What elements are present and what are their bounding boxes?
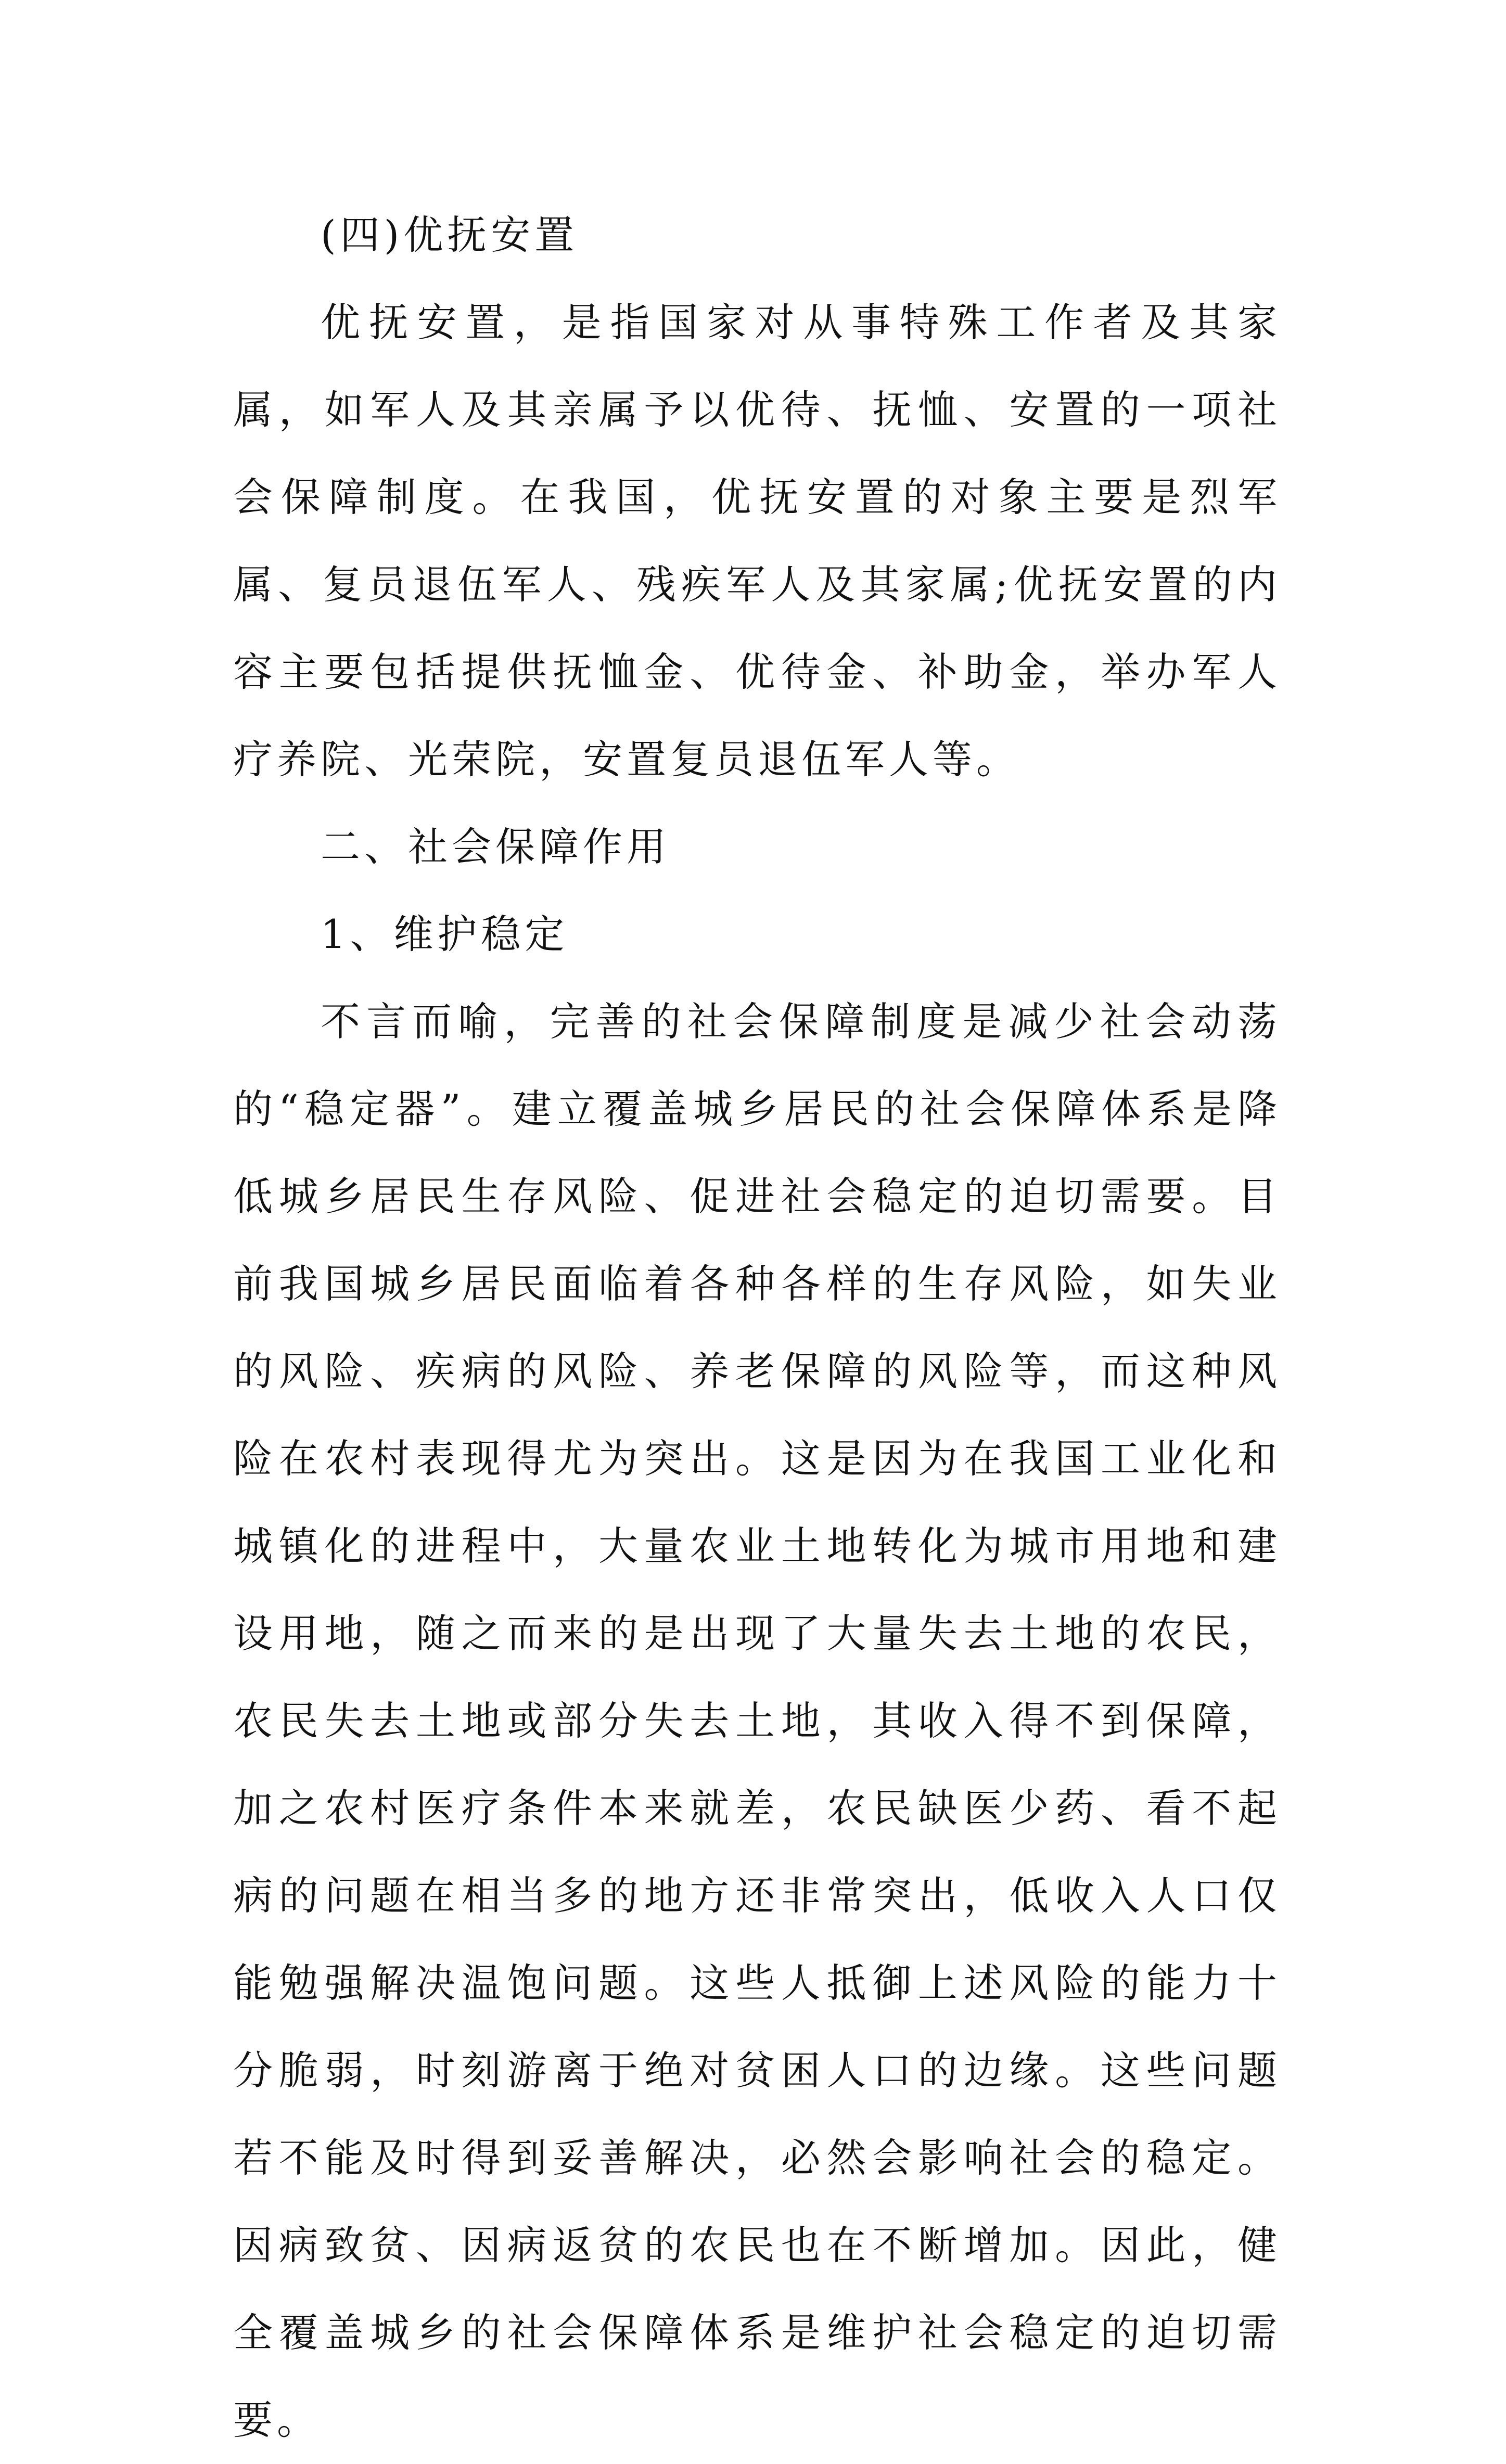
subsection-one-heading: 1、维护稳定 [321,911,569,957]
section-four-paragraph: 优抚安置，是指国家对从事特殊工作者及其家属，如军人及其亲属予以优待、抚恤、安置的一项社会保障制度。在我国，优抚安置的对象主要是烈军属、复员退伍军人、残疾军人及其家属;优抚安置的内容主要包括提供抚恤金、优待金、补助金，举办军人疗养院、光荣院，安置复员退伍军人等。 [233,299,1281,782]
document-page [233,191,1281,2464]
subsection-one-paragraph: 不言而喻，完善的社会保障制度是减少社会动荡的“稳定器”。建立覆盖城乡居民的社会保障体系是降低城乡居民生存风险、促进社会稳定的迫切需要。目前我国城乡居民面临着各种各样的生存风险，如失业的风险、疾病的风险、养老保障的风险等，而这种风险在农村表现得尤为突出。这是因为在我国工业化和城镇化的进程中，大量农业土地转化为城市用地和建设用地，随之而来的是出现了大量失去土地的农民，农民失去土地或部分失去土地，其收入得不到保障，加之农村医疗条件本来就差，农民缺医少药、看不起病的问题在相当多的地方还非常突出，低收入人口仅能勉强解决温饱问题。这些人抵御上述风险的能力十分脆弱，时刻游离于绝对贫困人口的边缘。这些问题若不能及时得到妥善解决，必然会影响社会的稳定。因病致贫、因病返贫的农民也在不断增加。因此，健全覆盖城乡的社会保障体系是维护社会稳定的迫切需要。 [233,998,1281,2443]
part-two-heading: 二、社会保障作用 [321,824,670,870]
section-four-heading: (四)优抚安置 [321,212,579,258]
